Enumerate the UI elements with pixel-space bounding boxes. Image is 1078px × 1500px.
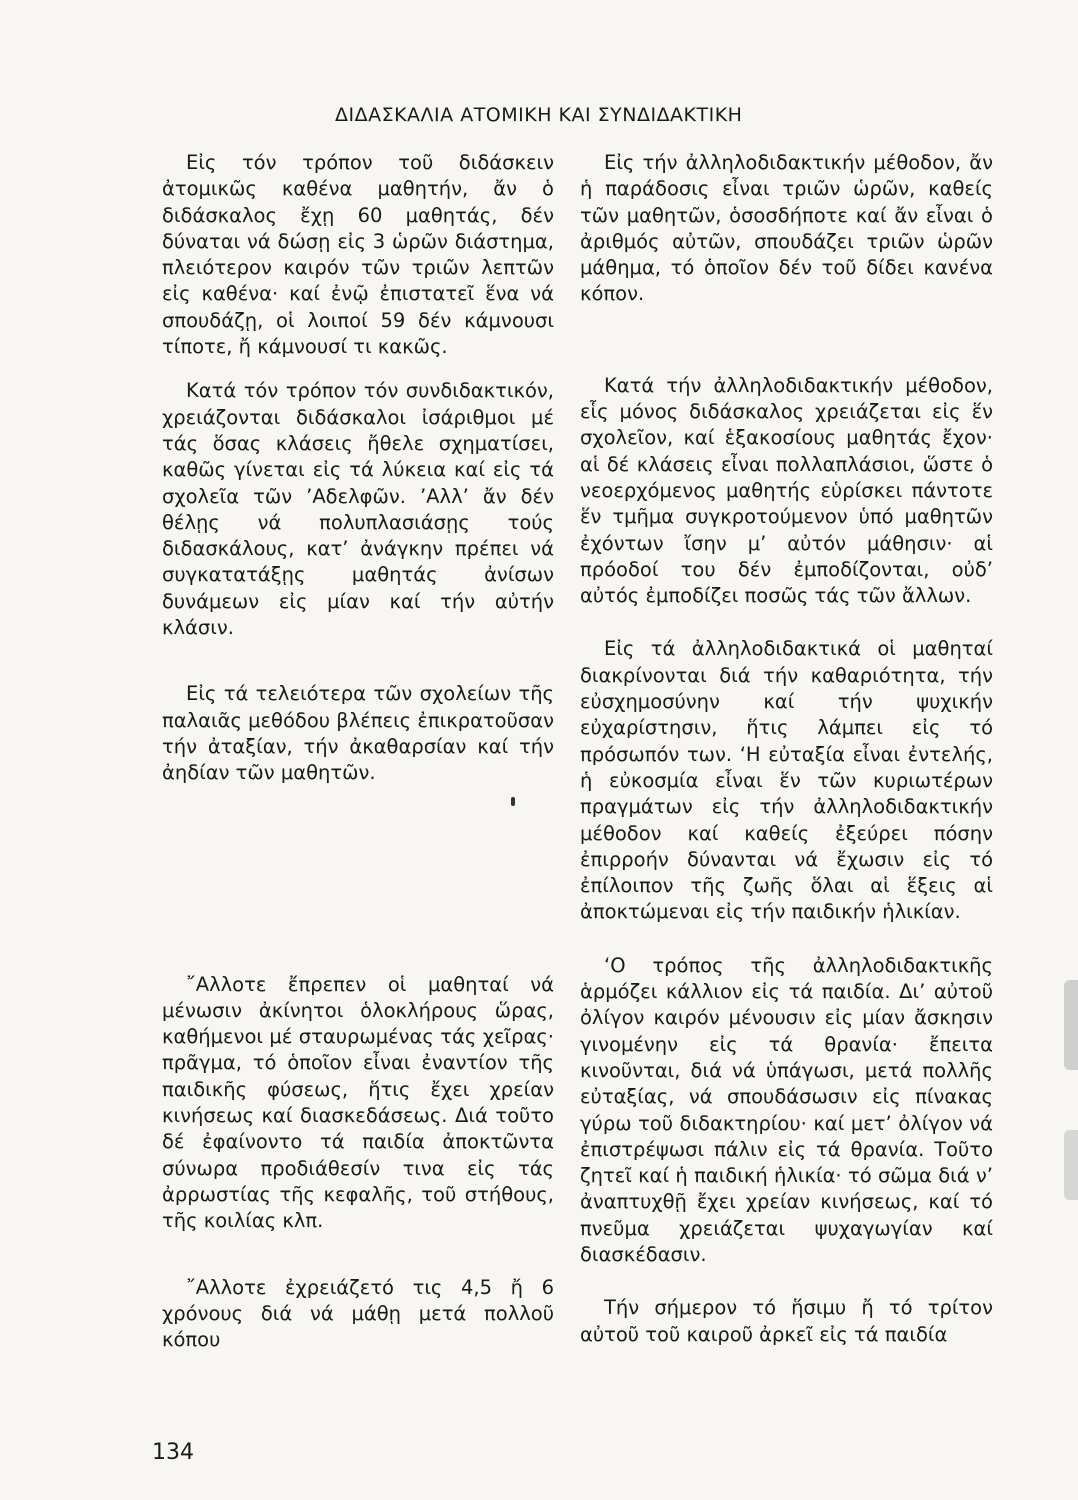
paragraph: Τήν σήμερον τό ἥσιμυ ἤ τό τρίτον αὐτοῦ τοῦ καιροῦ ἀρκεῖ εἰς τά παιδία xyxy=(580,1296,993,1346)
right-column xyxy=(580,150,993,1348)
paragraph: Εἰς τά τελειότερα τῶν σχολείων τῆς παλαιᾶς μεθόδου βλέπεις ἐπικρατοῦσαν τήν ἀταξίαν, τήν ἀκαθαρσίαν καί τήν ἀηδίαν τῶν μαθητῶν. xyxy=(162,682,554,785)
paragraph: ῎Αλλοτε ἔπρεπεν οἱ μαθηταί νά μένωσιν ἀκίνητοι ὁλοκλήρους ὥρας, καθήμενοι μέ σταυρωμένας τάς χεῖρας· πρᾶγμα, τό ὁποῖον εἶναι ἐναντίον τῆς παιδικῆς φύσεως, ἥτις ἔχει χρείαν κινήσεως καί διασκεδάσεως. Διά τοῦτο δέ ἐφαίνοντο τά παιδία ἀποκτῶντα σύνωρα προδιάθεσίν τινα εἰς τάς ἀρρωστίας τῆς κεφαλῆς, τοῦ στήθους, τῆς κοιλίας κλπ. xyxy=(162,972,554,1233)
ink-mark xyxy=(511,797,515,806)
paragraph: ῎Αλλοτε ἐχρειάζετό τις 4,5 ἤ 6 χρόνους διά νά μάθῃ μετά πολλοῦ κόπου xyxy=(162,1275,554,1352)
paragraph: ‘Ο τρόπος τῆς ἀλληλοδιδακτικῆς ἁρμόζει κάλλιον εἰς τά παιδία. Δι’ αὐτοῦ ὀλίγον καιρόν μένουσιν εἰς μίαν ἄσκησιν γινομένην εἰς τά θρανία· ἔπειτα κινοῦνται, διά νά ὑπάγωσι, μετά πολλῆς εὐταξίας, νά σπουδάσωσιν εἰς πίνακας γύρω τοῦ διδακτηρίου· καί μετ’ ὀλίγον νά ἐπιστρέψωσι πάλιν εἰς τά θρανία. Τοῦτο ζητεῖ καί ἡ παιδική ἡλικία· τό σῶμα διά ν’ ἀναπτυχθῇ ἔχει χρείαν κινήσεως, καί τό πνεῦμα χρειάζεται ψυχαγωγίαν καί διασκέδασιν. xyxy=(580,953,993,1266)
paragraph: Εἰς τήν ἀλληλοδιδακτικήν μέθοδον, ἄν ἡ παράδοσις εἶναι τριῶν ὡρῶν, καθείς τῶν μαθητῶν, ὁσοσδήποτε καί ἄν εἶναι ὁ ἀριθμός αὐτῶν, σπουδάζει τριῶν ὡρῶν μάθημα, τό ὁποῖον δέν τοῦ δίδει κανένα κόπον. xyxy=(580,151,993,306)
page-edge-tab xyxy=(1064,1130,1078,1200)
paragraph: Εἰς τόν τρόπον τοῦ διδάσκειν ἀτομικῶς καθένα μαθητήν, ἄν ὁ διδάσκαλος ἔχῃ 60 μαθητάς, δέν δύναται νά δώσῃ εἰς 3 ὡρῶν διάστημα, πλειότερον καιρόν τῶν τριῶν λεπτῶν εἰς καθένα· καί ἐνῷ ἐπιστατεῖ ἕνα νά σπουδάζῃ, οἱ λοιποί 59 δέν κάμνουσι τίποτε, ἤ κάμνουσί τι κακῶς. xyxy=(162,151,554,359)
page-edge-tab xyxy=(1064,980,1078,1070)
paragraph: Κατά τήν ἀλληλοδιδακτικήν μέθοδον, εἷς μόνος διδάσκαλος χρειάζεται εἰς ἕν σχολεῖον, καί ἑξακοσίους μαθητάς ἔχον· αἱ δέ κλάσεις εἶναι πολλαπλάσιοι, ὥστε ὁ νεοερχόμενος μαθητής εὑρίσκει πάντοτε ἕν τμῆμα συγκροτούμενον ὑπό μαθητῶν ἐχόντων ἴσην μ’ αὐτόν μάθησιν· αἱ πρόοδοί του δέν ἐμποδίζονται, οὐδ’ αὐτός ἐμποδίζει ποσῶς τάς τῶν ἄλλων. xyxy=(580,373,993,608)
paragraph: Εἰς τά ἀλληλοδιδακτικά οἱ μαθηταί διακρίνονται διά τήν καθαριότητα, τήν εὐσχημοσύνην καί τήν ψυχικήν εὐχαρίστησιν, ἥτις λάμπει εἰς τό πρόσωπόν των. ‘Η εὐταξία εἶναι ἐντελής, ἡ εὐκοσμία εἶναι ἕν τῶν κυριωτέρων πραγμάτων εἰς τήν ἀλληλοδιδακτικήν μέθοδον καί καθείς ἐξεύρει πόσην ἐπιρροήν δύνανται νά ἔχωσιν εἰς τό ἐπίλοιπον τῆς ζωῆς ὅλαι αἱ ἕξεις αἱ ἀποκτώμεναι εἰς τήν παιδικήν ἡλικίαν. xyxy=(580,637,993,924)
left-column xyxy=(162,150,554,1353)
paragraph: Κατά τόν τρόπον τόν συνδιδακτικόν, χρειάζονται διδάσκαλοι ἰσάριθμοι μέ τάς ὅσας κλάσεις ἤθελε σχηματίσει, καθῶς γίνεται εἰς τά λύκεια καί εἰς τά σχολεῖα τῶν ’Αδελφῶν. ’Αλλ’ ἄν δέν θέλῃς νά πολυπλασιάσῃς τούς διδασκάλους, κατ’ ἀνάγκην πρέπει νά συγκατατάξῃς μαθητάς ἀνίσων δυνάμεων εἰς μίαν καί τήν αὐτήν κλάσιν. xyxy=(162,379,554,640)
running-head: ΔΙΔΑΣΚΑΛΙΑ ΑΤΟΜΙΚΗ ΚΑΙ ΣΥΝΔΙΔΑΚΤΙΚΗ xyxy=(335,104,743,126)
page-number: 134 xyxy=(152,1440,194,1465)
